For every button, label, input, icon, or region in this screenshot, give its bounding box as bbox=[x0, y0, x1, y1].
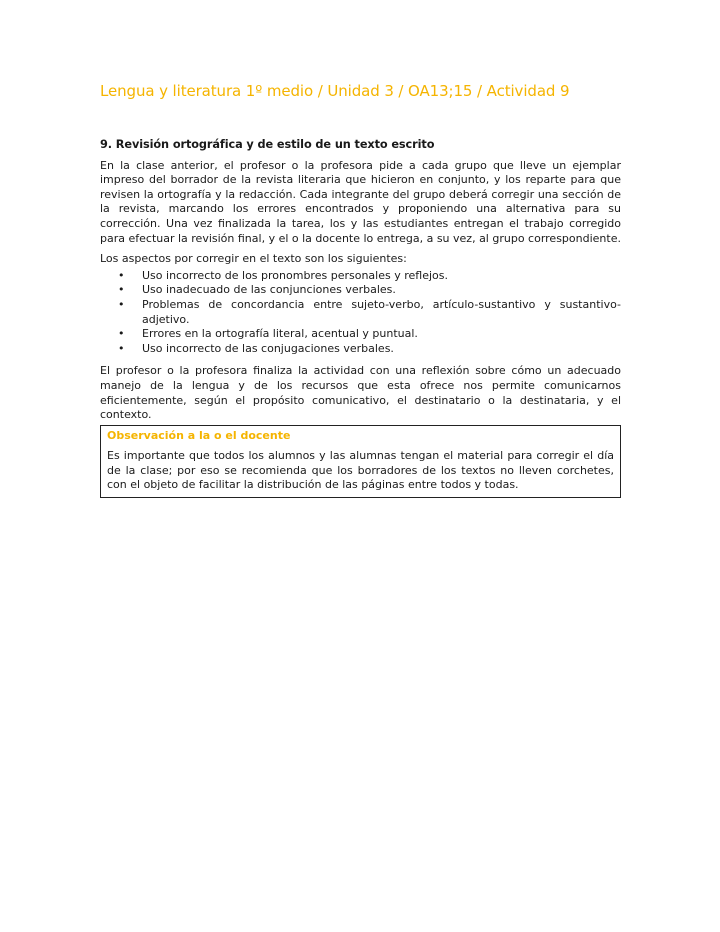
activity-content bbox=[100, 138, 621, 498]
bullet-icon: • bbox=[118, 341, 125, 355]
bullet-icon: • bbox=[118, 327, 125, 341]
list-item bbox=[100, 298, 621, 327]
list-item bbox=[100, 283, 621, 298]
list-item bbox=[100, 269, 621, 284]
bullet-icon: • bbox=[118, 268, 125, 282]
list-item bbox=[100, 327, 621, 342]
section-heading: 9. Revisión ortográfica y de estilo de un texto escrito bbox=[100, 138, 435, 151]
intro-paragraph: En la clase anterior, el profesor o la profesora pide a cada grupo que lleve un ejemplar impreso del borrador de la revista literaria que hicieron en conjunto, y los reparte para que revisen la ortografía y la redacción. Cada integrante del grupo deberá corregir una sección de la revista, marcando los errores encontrados y proponiendo una alternativa para su corrección. Una vez finalizada la tarea, los y las estudiantes entregan el trabajo corregido para efectuar la revisión final, y el o la docente lo entrega, a su vez, al grupo correspondiente. bbox=[100, 158, 621, 245]
bullet-icon: • bbox=[118, 283, 125, 297]
list-item-text: Uso incorrecto de los pronombres personales y reflejos. bbox=[142, 268, 448, 282]
closing-paragraph: El profesor o la profesora finaliza la actividad con una reflexión sobre cómo un adecuado manejo de la lengua y de los recursos que esta ofrece nos permite comunicarnos eficientemente, según el propósito comunicativo, el destinatario o la destinataria, y el contexto. bbox=[100, 364, 621, 422]
aspects-list bbox=[100, 269, 621, 357]
bullet-icon: • bbox=[118, 297, 125, 311]
observation-box bbox=[100, 425, 621, 498]
observation-text: Es importante que todos los alumnos y las alumnas tengan el material para corregir el día de la clase; por eso se recomienda que los borradores de los textos no lleven corchetes, con el objeto de facilitar la distribución de las páginas entre todos y todas. bbox=[107, 449, 614, 492]
list-item-text: Errores en la ortografía literal, acentual y puntual. bbox=[142, 327, 418, 341]
list-item-text: Uso inadecuado de las conjunciones verbales. bbox=[142, 283, 396, 297]
list-item-text: Problemas de concordancia entre sujeto-verbo, artículo-sustantivo y sustantivo-adjetivo. bbox=[142, 297, 621, 326]
list-item-text: Uso incorrecto de las conjugaciones verbales. bbox=[142, 341, 394, 355]
list-item bbox=[100, 342, 621, 357]
observation-title: Observación a la o el docente bbox=[107, 428, 291, 442]
aspects-intro-paragraph: Los aspectos por corregir en el texto son los siguientes: bbox=[100, 252, 407, 266]
page-header-title: Lengua y literatura 1º medio / Unidad 3 / OA13;15 / Actividad 9 bbox=[100, 82, 570, 100]
